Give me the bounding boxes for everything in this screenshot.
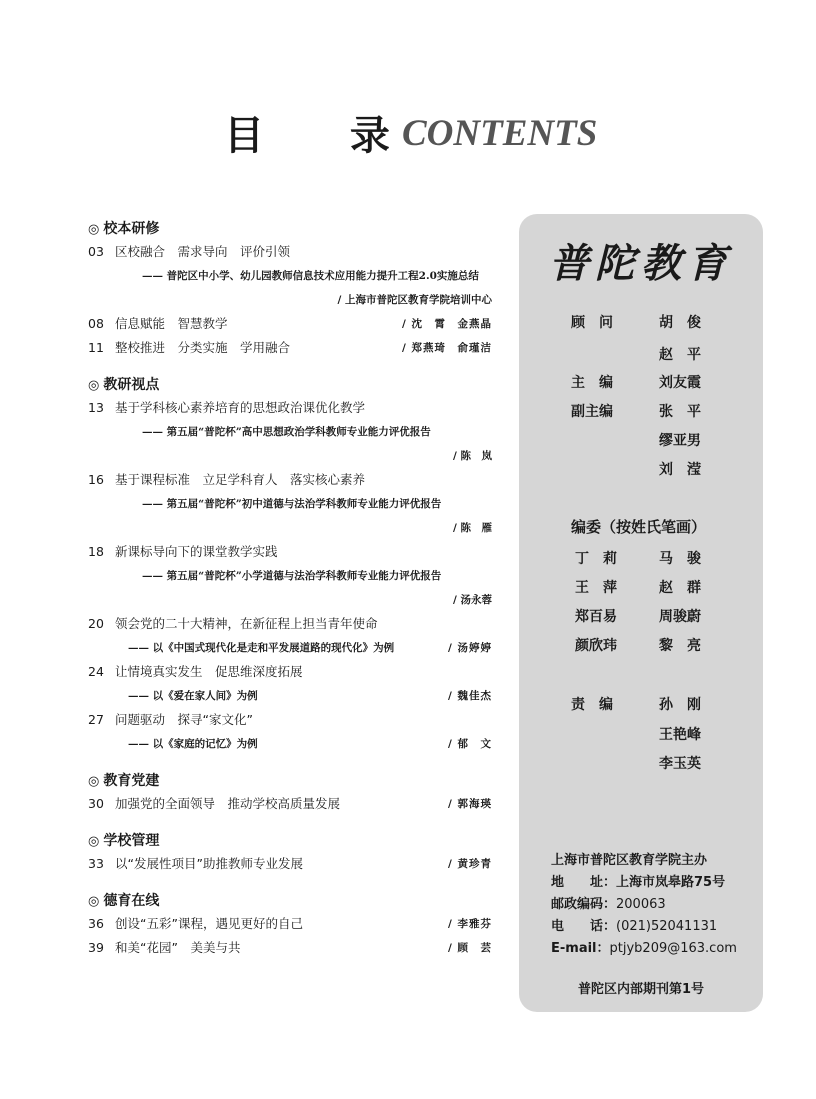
entry-title: 基于课程标准 立足学科育人 落实核心素养 (115, 472, 366, 487)
section-heading (88, 218, 498, 240)
subtitle-text: —— 第五届“普陀杯”高中思想政治学科教师专业能力评优报告 (142, 426, 431, 438)
entry-subtitle (88, 264, 498, 288)
entry-author: / 汤婷婷 (448, 642, 492, 654)
staff-name: 王艳峰 (659, 727, 701, 743)
entry-author: / 上海市普陀区教育学院培训中心 (337, 294, 492, 306)
section-heading (88, 830, 498, 852)
page-number: 16 (88, 472, 104, 487)
editor-name: 颜欣玮 (575, 638, 617, 654)
entry-title: 基于学科核心素养培育的思想政治课优化教学 (115, 400, 366, 415)
subtitle-text: —— 以《家庭的记忆》为例 (128, 738, 258, 750)
toc-entry (88, 852, 498, 876)
editor-name: 黎 亮 (659, 638, 701, 654)
page-number: 11 (88, 340, 104, 355)
toc-entry (88, 240, 498, 264)
subtitle-text: —— 以《中国式现代化是走和平发展道路的现代化》为例 (128, 642, 395, 654)
page-number: 13 (88, 400, 104, 415)
entry-title: 让情境真实发生 促思维深度拓展 (115, 664, 303, 679)
page-number: 30 (88, 796, 104, 811)
toc-entry (88, 468, 498, 492)
entry-author: / 郑燕琦 俞瑾洁 (402, 342, 492, 354)
entry-author: / 郁 文 (448, 738, 492, 750)
journal-logo: 普陀教育 (549, 240, 733, 287)
toc-entry (88, 312, 498, 336)
toc-entry (88, 336, 498, 360)
postcode-line: 邮政编码：200063 (551, 897, 666, 912)
subtitle-text: —— 第五届“普陀杯”小学道德与法治学科教师专业能力评优报告 (142, 570, 442, 582)
page-number: 03 (88, 244, 104, 259)
editor-name: 马 骏 (659, 551, 701, 567)
page-number: 33 (88, 856, 104, 871)
entry-author: / 陈 岚 (453, 450, 492, 462)
toc-entry (88, 792, 498, 816)
toc-entry (88, 912, 498, 936)
section-title: 德育在线 (103, 893, 160, 909)
address-line: 地 址：上海市岚皋路75号 (551, 875, 726, 890)
entry-title: 问题驱动 探寻“家文化” (115, 712, 253, 727)
masthead-panel (519, 214, 763, 1012)
editor-name: 郑百易 (575, 609, 617, 625)
toc-section (88, 770, 498, 816)
staff-role: 主 编 (571, 375, 613, 391)
page-number: 24 (88, 664, 104, 679)
page-number: 36 (88, 916, 104, 931)
publication-note: 普陀区内部期刊第1号 (577, 982, 705, 997)
section-heading (88, 374, 498, 396)
entry-subtitle (88, 492, 498, 516)
staff-name: 刘 滢 (659, 462, 701, 478)
entry-subtitle (88, 732, 498, 756)
toc-entry (88, 612, 498, 636)
entry-title: 整校推进 分类实施 学用融合 (115, 340, 291, 355)
bullet-icon: ◎ (88, 378, 100, 393)
toc-entry (88, 540, 498, 564)
entry-author: / 顾 芸 (448, 942, 492, 954)
entry-title: 创设“五彩”课程，遇见更好的自己 (115, 916, 303, 931)
entry-subtitle (88, 684, 498, 708)
entry-author: / 郭海瑛 (448, 798, 492, 810)
page-number: 27 (88, 712, 104, 727)
section-title: 校本研修 (103, 221, 160, 237)
section-title: 教育党建 (103, 773, 160, 789)
toc-section (88, 374, 498, 756)
section-title: 学校管理 (103, 833, 160, 849)
table-of-contents (88, 214, 498, 974)
entry-author: / 黄珍青 (448, 858, 492, 870)
entry-author: / 汤永蓉 (453, 594, 492, 606)
editor-name: 周骏蔚 (659, 609, 701, 625)
toc-entry (88, 660, 498, 684)
section-heading (88, 890, 498, 912)
entry-subtitle (88, 636, 498, 660)
page-number: 18 (88, 544, 104, 559)
staff-name: 赵 平 (659, 347, 701, 363)
bullet-icon: ◎ (88, 834, 100, 849)
staff-name: 胡 俊 (659, 315, 701, 331)
entry-subtitle (88, 420, 498, 444)
staff-name: 李玉英 (659, 756, 701, 772)
staff-name: 孙 刚 (659, 697, 701, 713)
phone-line: 电 话：(021)52041131 (551, 919, 718, 934)
section-title: 教研视点 (103, 377, 160, 393)
publisher-info (551, 850, 737, 960)
email-line: E-mail：ptjyb209@163.com (551, 941, 737, 956)
subtitle-text: —— 第五届“普陀杯”初中道德与法治学科教师专业能力评优报告 (142, 498, 442, 510)
page-number: 08 (88, 316, 104, 331)
entry-title: 区校融合 需求导向 评价引领 (115, 244, 291, 259)
subtitle-text: —— 普陀区中小学、幼儿园教师信息技术应用能力提升工程2.0实施总结 (142, 270, 479, 282)
subtitle-text: —— 以《爱在家人间》为例 (128, 690, 258, 702)
staff-role: 副主编 (571, 404, 613, 420)
entry-author: / 沈 霄 金燕晶 (402, 318, 492, 330)
entry-title: 加强党的全面领导 推动学校高质量发展 (115, 796, 341, 811)
page-number: 39 (88, 940, 104, 955)
entry-author: / 李雅芬 (448, 918, 492, 930)
toc-title-chinese: 目 录 (224, 112, 426, 159)
entry-title: 和美“花园” 美美与共 (115, 940, 241, 955)
editor-name: 丁 莉 (575, 551, 617, 567)
staff-name: 缪亚男 (659, 433, 701, 449)
editor-name: 王 萍 (575, 580, 617, 596)
toc-entry (88, 708, 498, 732)
entry-subtitle (88, 564, 498, 588)
editor-name: 赵 群 (659, 580, 701, 596)
entry-author: / 魏佳杰 (448, 690, 492, 702)
toc-entry (88, 396, 498, 420)
staff-name: 刘友霞 (659, 375, 701, 391)
bullet-icon: ◎ (88, 894, 100, 909)
toc-section (88, 218, 498, 360)
section-heading (88, 770, 498, 792)
toc-section (88, 830, 498, 876)
bullet-icon: ◎ (88, 222, 100, 237)
page-number: 20 (88, 616, 104, 631)
staff-role: 责 编 (571, 697, 613, 713)
entry-title: 以“发展性项目”助推教师专业发展 (115, 856, 303, 871)
staff-role: 顾 问 (571, 315, 613, 331)
entry-title: 新课标导向下的课堂教学实践 (115, 544, 278, 559)
bullet-icon: ◎ (88, 774, 100, 789)
staff-name: 张 平 (659, 404, 701, 420)
entry-title: 领会党的二十大精神，在新征程上担当青年使命 (115, 616, 378, 631)
toc-title-english: CONTENTS (402, 113, 598, 154)
sponsor-line: 上海市普陀区教育学院主办 (551, 853, 708, 868)
toc-entry (88, 936, 498, 960)
entry-title: 信息赋能 智慧教学 (115, 316, 228, 331)
editorial-board-heading: 编委（按姓氏笔画） (571, 518, 707, 536)
toc-section (88, 890, 498, 960)
entry-author: / 陈 雁 (453, 522, 492, 534)
